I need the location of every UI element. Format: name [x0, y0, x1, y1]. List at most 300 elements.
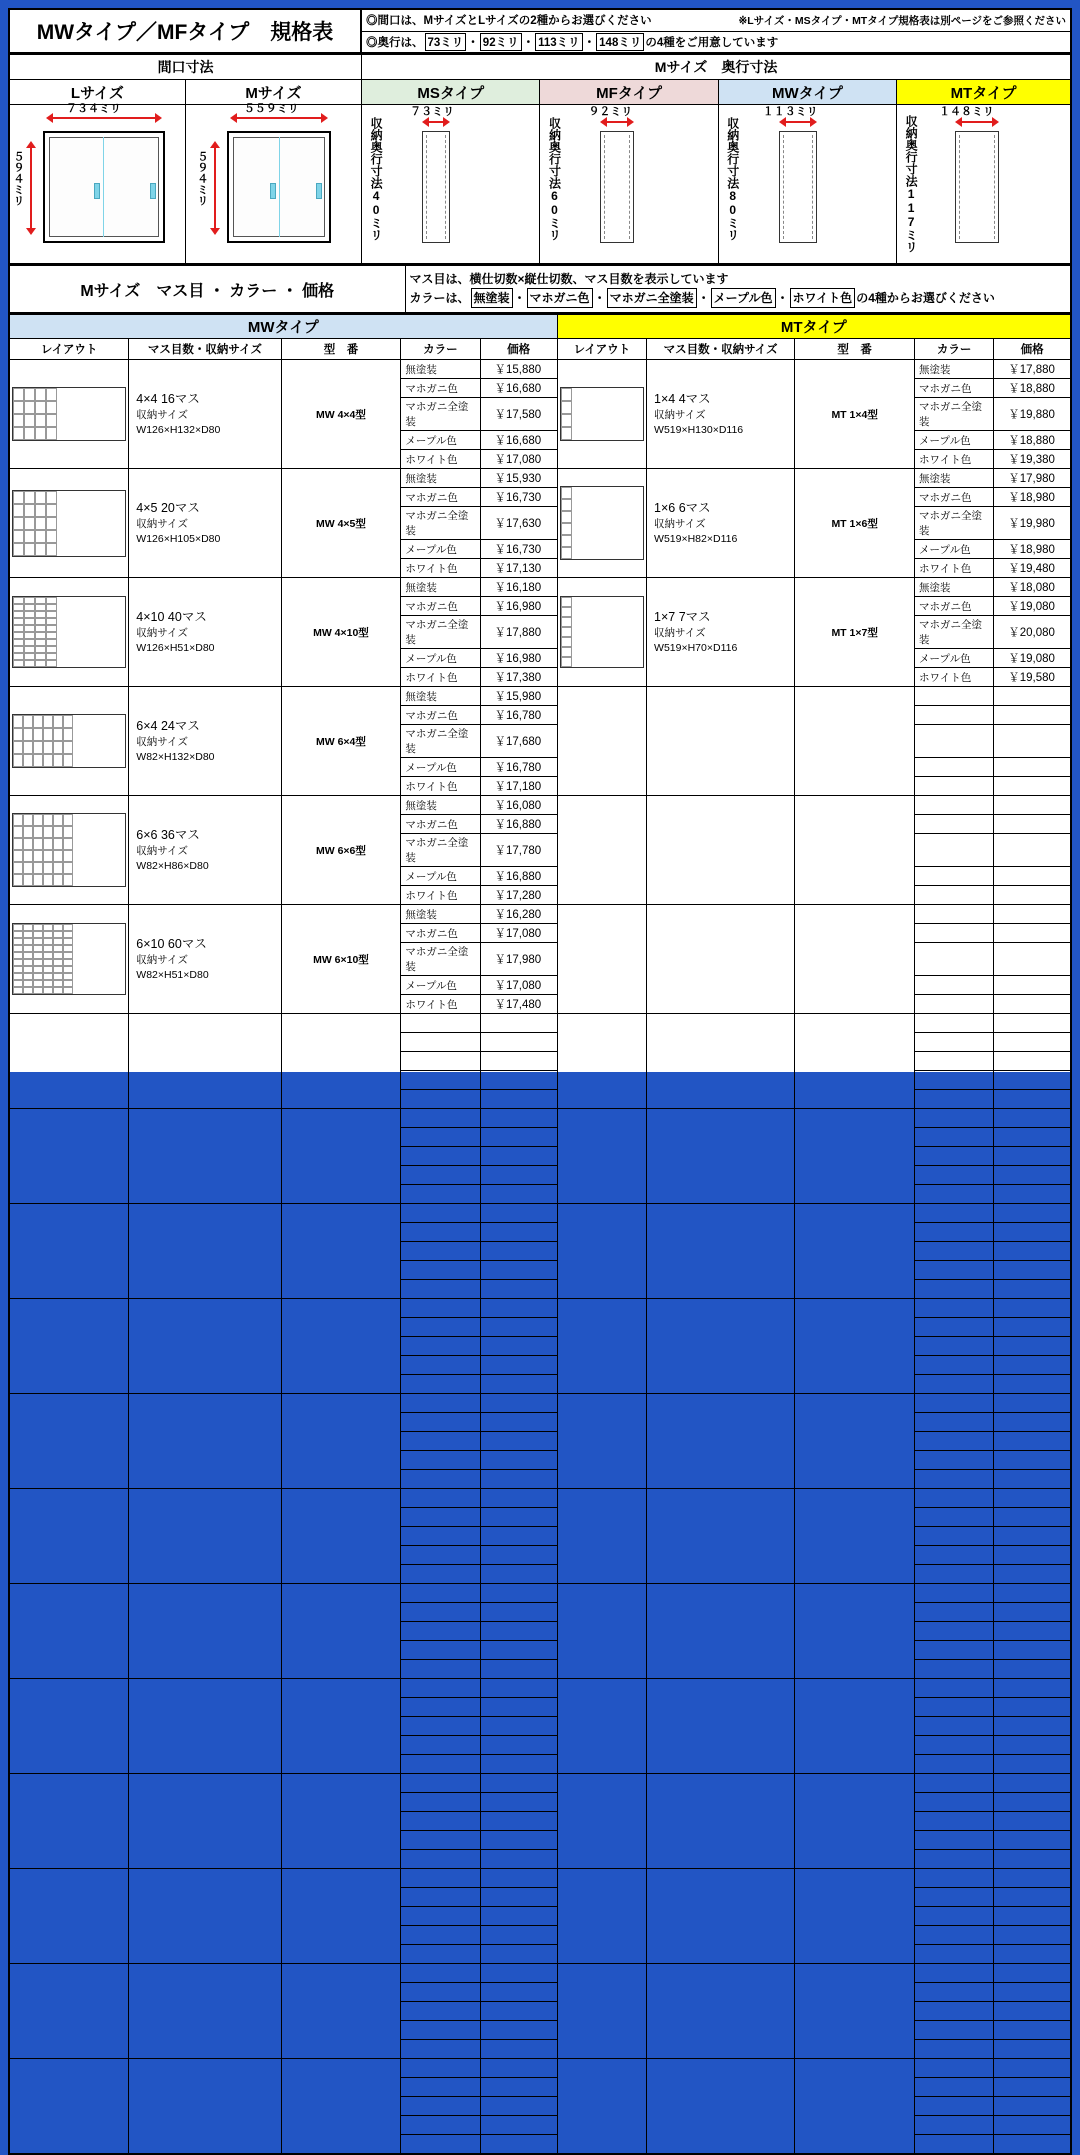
color-cell-mw [401, 2097, 480, 2116]
mass-cell-mt [647, 796, 795, 905]
price-cell-mt [994, 1413, 1071, 1432]
model-cell-mw [281, 1109, 401, 1204]
price-cell-mw [480, 2116, 557, 2135]
color-cell-mw [401, 2040, 480, 2059]
color-cell-mt [915, 1261, 994, 1280]
price-cell-mw [480, 1185, 557, 1204]
mass-size-cell [130, 390, 279, 439]
banner-line-2: カラーは、 無塗装 ・ マホガニ色 ・ マホガニ全塗装 ・ メープル色 ・ ホワイト色 の4種からお選びください [410, 288, 1067, 308]
color-cell-mt: マホガニ色 [915, 597, 994, 616]
color-cell-mt [915, 1052, 994, 1071]
price-cell-mt [994, 1679, 1071, 1698]
mass-cell-mw [129, 1299, 281, 1394]
mass-size-cell [130, 717, 279, 766]
group-header-okuyuki: Mサイズ 奥行寸法 [362, 55, 1071, 80]
color-cell-mt [915, 834, 994, 867]
color-cell-mt: メープル色 [915, 649, 994, 668]
color-cell-mt [915, 1242, 994, 1261]
color-cell-mw [401, 1375, 480, 1394]
price-cell-mw [480, 1090, 557, 1109]
mass-cell-mw [129, 1489, 281, 1584]
price-cell-mt [994, 1261, 1071, 1280]
model-cell-mt [795, 1014, 915, 1109]
model-cell-mt [795, 1489, 915, 1584]
banner [8, 265, 1072, 314]
layout-cell-mt [557, 796, 646, 905]
price-cell-mt [994, 867, 1071, 886]
color-cell-mw [401, 1204, 480, 1223]
price-cell-mt [994, 1470, 1071, 1489]
m-height-arrow [210, 141, 220, 235]
storage-size-label: 収納サイズ [136, 953, 188, 966]
model-cell-mt [795, 1584, 915, 1679]
price-cell-mw: ￥16,880 [480, 815, 557, 834]
price-cell-mw [480, 1166, 557, 1185]
color-cell-mt [915, 2059, 994, 2078]
price-cell-mt [994, 1831, 1071, 1850]
price-cell-mt [994, 1888, 1071, 1907]
color-cell-mw [401, 1527, 480, 1546]
price-cell-mt [994, 1033, 1071, 1052]
price-cell-mt [994, 1242, 1071, 1261]
color-cell-mw: マホガニ色 [401, 924, 480, 943]
price-cell-mw: ￥17,080 [480, 924, 557, 943]
col-header-price-mw: 価格 [480, 339, 557, 360]
color-cell-mw: マホガニ色 [401, 379, 480, 398]
price-cell-mt: ￥20,080 [994, 616, 1071, 649]
price-cell-mw: ￥17,780 [480, 834, 557, 867]
table-row [9, 905, 1071, 924]
model-cell-mt [795, 796, 915, 905]
price-cell-mw: ￥15,980 [480, 687, 557, 706]
color-cell-mw [401, 1660, 480, 1679]
mass-size-cell [648, 608, 793, 657]
mass-cell-mw [129, 1204, 281, 1299]
price-cell-mt [994, 796, 1071, 815]
price-cell-mt: ￥19,480 [994, 559, 1071, 578]
price-cell-mt [994, 886, 1071, 905]
color-cell-mt [915, 725, 994, 758]
price-cell-mw [480, 1356, 557, 1375]
layout-cell-mt [557, 1299, 646, 1394]
section-header-mw: MWタイプ [9, 315, 557, 339]
mass-cell-mw [129, 1014, 281, 1109]
price-cell-mt [994, 1964, 1071, 1983]
table-row [9, 578, 1071, 597]
mass-cell-mt [647, 360, 795, 469]
mass-cell-mw [129, 1394, 281, 1489]
color-cell-mw: メープル色 [401, 540, 480, 559]
color-cell-mw [401, 1337, 480, 1356]
color-cell-mw: 無塗装 [401, 360, 480, 379]
color-cell-mt [915, 1280, 994, 1299]
price-cell-mw [480, 1071, 557, 1090]
storage-size-label: 収納サイズ [136, 735, 188, 748]
price-cell-mt: ￥19,580 [994, 668, 1071, 687]
model-cell-mt [795, 905, 915, 1014]
price-cell-mw [480, 1432, 557, 1451]
color-cell-mw [401, 1869, 480, 1888]
mt-depth-label: 収納奥行寸法117ミリ [904, 115, 919, 253]
color-cell-mw [401, 1223, 480, 1242]
price-cell-mw [480, 1204, 557, 1223]
model-cell-mw [281, 1204, 401, 1299]
price-cell-mt [994, 1356, 1071, 1375]
mass-cell-mw [129, 687, 281, 796]
color-cell-mt [915, 2002, 994, 2021]
table-row [9, 469, 1071, 488]
layout-cell-mw [9, 1109, 129, 1204]
model-cell-mw [281, 1394, 401, 1489]
color-cell-mw [401, 1546, 480, 1565]
mass-cell-mw [129, 1964, 281, 2059]
price-cell-mw [480, 1926, 557, 1945]
price-cell-mt: ￥17,880 [994, 360, 1071, 379]
storage-size-label: 収納サイズ [136, 626, 188, 639]
figure-mw-depth [718, 105, 896, 265]
table-row [9, 1964, 1071, 1983]
price-cell-mw [480, 1869, 557, 1888]
layout-cell-mw [9, 1869, 129, 1964]
price-cell-mt [994, 2078, 1071, 2097]
color-cell-mt [915, 706, 994, 725]
layout-cell-mw [9, 1584, 129, 1679]
col-header-price-mt: 価格 [994, 339, 1071, 360]
layout-cell-mw [9, 905, 129, 1014]
color-cell-mt [915, 1451, 994, 1470]
color-cell-mw [401, 1014, 480, 1033]
color-cell-mt: 無塗装 [915, 578, 994, 597]
color-cell-mw: ホワイト色 [401, 886, 480, 905]
color-cell-mt [915, 1926, 994, 1945]
note2-depth-148: 148ミリ [596, 33, 644, 51]
color-cell-mw: マホガニ色 [401, 706, 480, 725]
price-cell-mw [480, 2135, 557, 2155]
color-cell-mw [401, 1128, 480, 1147]
layout-cell-mw [9, 1964, 129, 2059]
price-cell-mt [994, 1660, 1071, 1679]
storage-size-value: W519×H82×D116 [654, 533, 738, 546]
color-cell-mt [915, 1337, 994, 1356]
price-cell-mw [480, 1508, 557, 1527]
mass-cell-mw [129, 578, 281, 687]
layout-cell-mt [557, 1679, 646, 1774]
mass-cell-mt [647, 1964, 795, 2059]
price-cell-mw [480, 2021, 557, 2040]
ms-depth-label: 収納奥行寸法40ミリ [369, 117, 384, 241]
storage-size-label: 収納サイズ [136, 517, 188, 530]
storage-size-value: W126×H105×D80 [136, 533, 221, 546]
model-cell-mw: MW 6×4型 [281, 687, 401, 796]
price-cell-mt [994, 1546, 1071, 1565]
mass-cell-mt [647, 469, 795, 578]
color-cell-mw [401, 1717, 480, 1736]
price-cell-mt: ￥18,880 [994, 379, 1071, 398]
color-cell-mt [915, 1356, 994, 1375]
color-cell-mw [401, 2002, 480, 2021]
color-cell-mw [401, 1774, 480, 1793]
header [8, 8, 1072, 54]
color-cell-mw [401, 1261, 480, 1280]
price-cell-mw [480, 1033, 557, 1052]
mass-count: 4×4 16マス [136, 391, 200, 406]
color-cell-mt: ホワイト色 [915, 559, 994, 578]
layout-cell-mt [557, 1584, 646, 1679]
color-cell-mw: 無塗装 [401, 796, 480, 815]
color-cell-mw [401, 1109, 480, 1128]
price-cell-mw: ￥17,880 [480, 616, 557, 649]
price-cell-mt: ￥19,080 [994, 597, 1071, 616]
price-cell-mw [480, 1812, 557, 1831]
layout-cell-mt [557, 469, 646, 578]
color-cell-mw [401, 1318, 480, 1337]
header-notes [362, 10, 1070, 52]
model-cell-mt [795, 687, 915, 796]
page-title: MWタイプ／MFタイプ 規格表 [10, 10, 362, 52]
color-cell-mt [915, 1755, 994, 1774]
color-cell-mw: マホガニ色 [401, 597, 480, 616]
price-cell-mw: ￥16,780 [480, 706, 557, 725]
mass-cell-mt [647, 1489, 795, 1584]
color-cell-mt [915, 1204, 994, 1223]
size-header-ms: MSタイプ [362, 80, 540, 105]
price-cell-mt [994, 1603, 1071, 1622]
layout-cell-mt [557, 687, 646, 796]
color-cell-mt [915, 815, 994, 834]
color-cell-mw [401, 1698, 480, 1717]
mass-size-cell [648, 390, 793, 439]
color-cell-mt [915, 1299, 994, 1318]
price-cell-mt [994, 2002, 1071, 2021]
color-cell-mt [915, 1033, 994, 1052]
price-cell-mt [994, 1755, 1071, 1774]
color-cell-mt [915, 867, 994, 886]
color-cell-mw [401, 1489, 480, 1508]
size-header-mt: MTタイプ [897, 80, 1071, 105]
color-cell-mt [915, 1565, 994, 1584]
layout-cell-mt [557, 905, 646, 1014]
price-cell-mw [480, 1907, 557, 1926]
color-cell-mt [915, 1166, 994, 1185]
color-cell-mt [915, 1622, 994, 1641]
price-cell-mw [480, 2059, 557, 2078]
price-cell-mw: ￥17,380 [480, 668, 557, 687]
price-cell-mw [480, 1945, 557, 1964]
layout-grid [12, 596, 126, 668]
note2-part-0: ◎奥行は、 [366, 36, 424, 49]
color-cell-mt: ホワイト色 [915, 450, 994, 469]
price-cell-mw [480, 1318, 557, 1337]
layout-cell-mt [557, 1964, 646, 2059]
header-note-1-text: ◎間口は、MサイズとLサイズの2種からお選びください [366, 15, 652, 28]
color-cell-mw [401, 1432, 480, 1451]
storage-size-value: W519×H130×D116 [654, 424, 744, 437]
model-cell-mt [795, 1964, 915, 2059]
price-cell-mw [480, 1261, 557, 1280]
color-cell-mt [915, 1318, 994, 1337]
color-cell-mw [401, 1451, 480, 1470]
color-cell-mt: ホワイト色 [915, 668, 994, 687]
color-cell-mw [401, 1641, 480, 1660]
price-cell-mw [480, 1831, 557, 1850]
price-cell-mw [480, 1793, 557, 1812]
price-cell-mw [480, 1717, 557, 1736]
price-cell-mw [480, 1546, 557, 1565]
color-cell-mw [401, 1052, 480, 1071]
layout-cell-mt [557, 1014, 646, 1109]
color-cell-mt [915, 1736, 994, 1755]
price-cell-mt: ￥19,380 [994, 450, 1071, 469]
price-cell-mw: ￥17,080 [480, 976, 557, 995]
color-cell-mw: マホガニ全塗装 [401, 834, 480, 867]
price-cell-mt: ￥19,080 [994, 649, 1071, 668]
table-row [9, 1299, 1071, 1318]
price-cell-mt: ￥19,980 [994, 507, 1071, 540]
color-cell-mw [401, 1071, 480, 1090]
size-header-m: Mサイズ [185, 80, 361, 105]
mass-count: 1×7 7マス [654, 609, 711, 624]
model-cell-mt: MT 1×7型 [795, 578, 915, 687]
color-cell-mt [915, 1223, 994, 1242]
price-cell-mw: ￥16,880 [480, 867, 557, 886]
color-cell-mt: マホガニ色 [915, 488, 994, 507]
price-cell-mt [994, 2059, 1071, 2078]
color-cell-mt [915, 1660, 994, 1679]
mass-cell-mw [129, 2059, 281, 2155]
color-cell-mt [915, 1185, 994, 1204]
color-cell-mt [915, 1546, 994, 1565]
color-cell-mt [915, 1014, 994, 1033]
price-table [8, 314, 1072, 2155]
price-cell-mt [994, 1280, 1071, 1299]
price-cell-mt [994, 758, 1071, 777]
table-row [9, 1204, 1071, 1223]
model-cell-mw: MW 4×4型 [281, 360, 401, 469]
color-cell-mt: マホガニ色 [915, 379, 994, 398]
price-cell-mw [480, 1014, 557, 1033]
layout-cell-mt [557, 360, 646, 469]
price-cell-mt [994, 1451, 1071, 1470]
layout-grid [560, 596, 644, 668]
price-cell-mw: ￥16,730 [480, 540, 557, 559]
price-cell-mw [480, 1622, 557, 1641]
color-cell-mw [401, 1508, 480, 1527]
price-cell-mt [994, 1147, 1071, 1166]
col-header-mass-mw: マス目数・収納サイズ [129, 339, 281, 360]
mass-cell-mt [647, 1299, 795, 1394]
color-cell-mw [401, 2078, 480, 2097]
color-cell-mt [915, 1983, 994, 2002]
layout-cell-mt [557, 1204, 646, 1299]
color-cell-mw [401, 1793, 480, 1812]
color-cell-mt [915, 886, 994, 905]
price-cell-mw: ￥17,680 [480, 725, 557, 758]
color-cell-mt [915, 1489, 994, 1508]
price-cell-mw [480, 1470, 557, 1489]
color-cell-mw [401, 1603, 480, 1622]
price-cell-mw [480, 1489, 557, 1508]
col-header-mass-mt: マス目数・収納サイズ [647, 339, 795, 360]
color-cell-mt [915, 1679, 994, 1698]
color-cell-mt [915, 2040, 994, 2059]
table-row [9, 1109, 1071, 1128]
price-cell-mt [994, 1489, 1071, 1508]
color-cell-mt [915, 1109, 994, 1128]
mass-cell-mt [647, 905, 795, 1014]
color-cell-mw [401, 1470, 480, 1489]
model-cell-mt [795, 1299, 915, 1394]
model-cell-mt [795, 1774, 915, 1869]
price-cell-mw [480, 1337, 557, 1356]
table-row [9, 2059, 1071, 2078]
mass-cell-mt [647, 1679, 795, 1774]
model-cell-mw [281, 1299, 401, 1394]
color-cell-mw: ホワイト色 [401, 995, 480, 1014]
color-cell-mw: マホガニ全塗装 [401, 507, 480, 540]
price-cell-mt: ￥18,880 [994, 431, 1071, 450]
layout-cell-mw [9, 2059, 129, 2155]
size-header-mf: MFタイプ [540, 80, 718, 105]
price-cell-mt [994, 1223, 1071, 1242]
price-cell-mt [994, 1014, 1071, 1033]
layout-cell-mt [557, 2059, 646, 2155]
layout-cell-mt [557, 1394, 646, 1489]
mass-cell-mt [647, 1869, 795, 1964]
price-cell-mt [994, 1698, 1071, 1717]
mass-cell-mt [647, 1774, 795, 1869]
price-cell-mw [480, 1679, 557, 1698]
mass-cell-mw [129, 469, 281, 578]
layout-cell-mw [9, 1774, 129, 1869]
color-cell-mt [915, 1071, 994, 1090]
banner-right [405, 266, 1071, 314]
banner-color-1: マホガニ色 [527, 288, 593, 308]
mass-cell-mw [129, 360, 281, 469]
color-cell-mw [401, 1679, 480, 1698]
color-cell-mt: メープル色 [915, 431, 994, 450]
figure-mf-depth [540, 105, 718, 265]
color-cell-mt [915, 1641, 994, 1660]
mass-cell-mw [129, 905, 281, 1014]
layout-cell-mw [9, 469, 129, 578]
price-cell-mw [480, 1584, 557, 1603]
color-cell-mw [401, 1812, 480, 1831]
color-cell-mw [401, 1964, 480, 1983]
color-cell-mt [915, 1964, 994, 1983]
color-cell-mw [401, 1090, 480, 1109]
price-cell-mw [480, 1964, 557, 1983]
mass-cell-mt [647, 578, 795, 687]
color-cell-mt [915, 1793, 994, 1812]
color-cell-mt [915, 1432, 994, 1451]
figure-m-size [185, 105, 361, 265]
color-cell-mw [401, 1280, 480, 1299]
mass-cell-mw [129, 1869, 281, 1964]
price-cell-mw [480, 1774, 557, 1793]
price-cell-mt [994, 1945, 1071, 1964]
color-cell-mt [915, 1812, 994, 1831]
table-row [9, 360, 1071, 379]
color-cell-mw [401, 1584, 480, 1603]
model-cell-mw: MW 4×5型 [281, 469, 401, 578]
color-cell-mt [915, 1147, 994, 1166]
price-cell-mt [994, 1527, 1071, 1546]
color-cell-mt [915, 905, 994, 924]
price-cell-mt [994, 1793, 1071, 1812]
table-row [9, 796, 1071, 815]
price-cell-mw [480, 1052, 557, 1071]
spec-sheet-page [8, 8, 1072, 1072]
